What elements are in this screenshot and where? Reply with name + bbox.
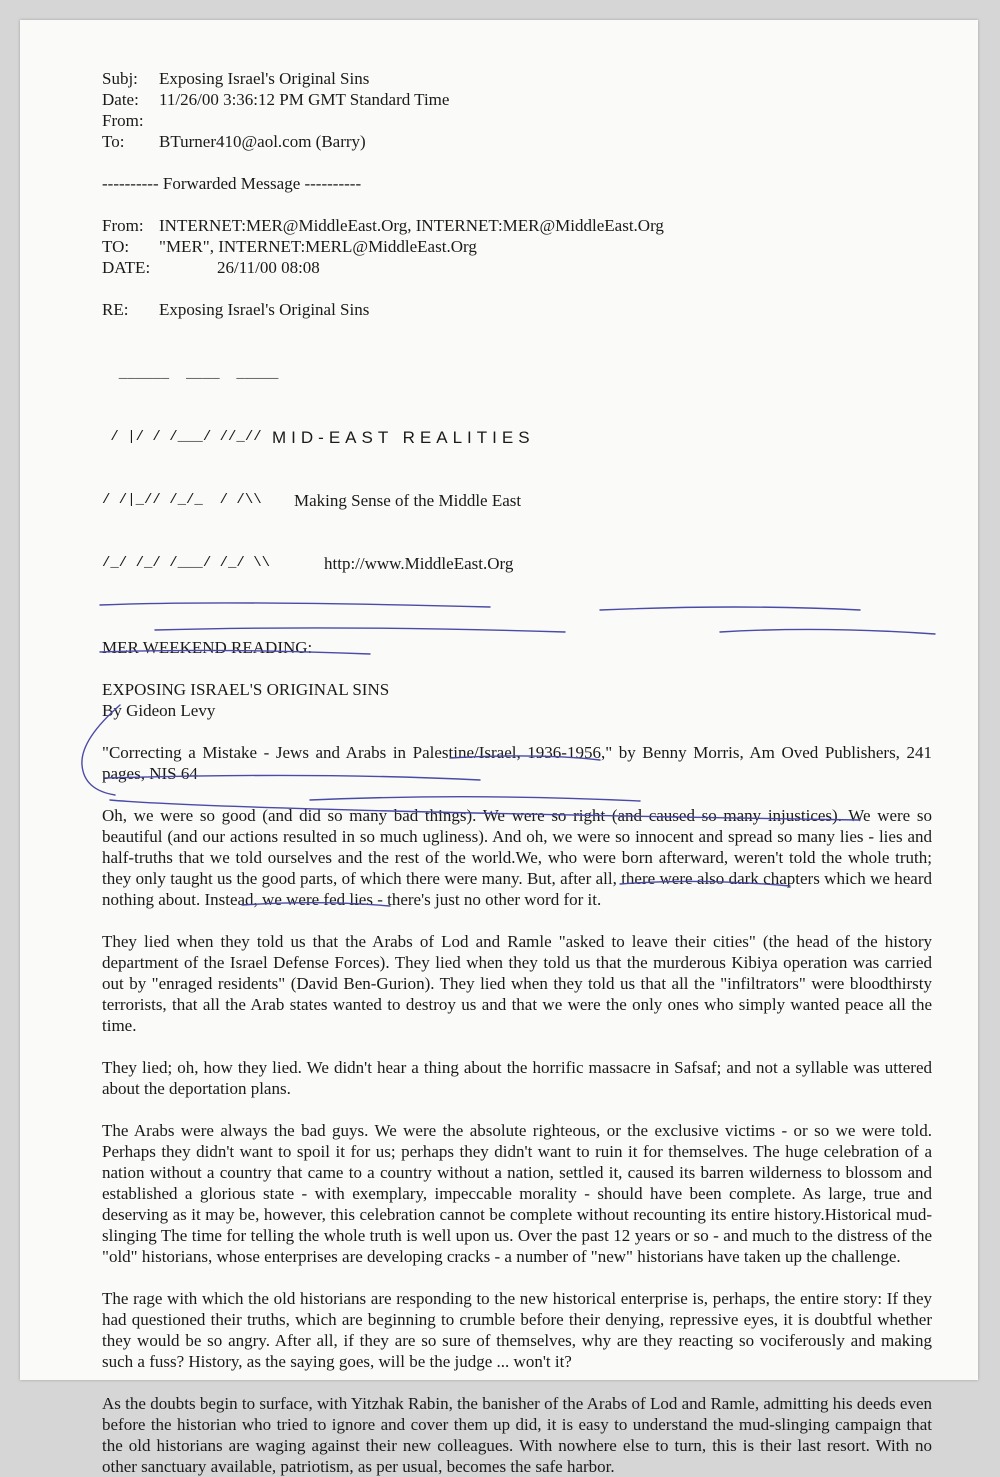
fwd-to-value: "MER", INTERNET:MERL@MiddleEast.Org	[159, 237, 477, 256]
banner-title: MID-EAST REALITIES	[272, 428, 535, 447]
fwd-date-line	[102, 257, 932, 278]
fwd-to-line	[102, 236, 932, 257]
re-label: RE:	[102, 300, 129, 319]
article-byline: By Gideon Levy	[102, 701, 216, 720]
banner-art-line-1: / |/ / /___/ //_//	[102, 429, 262, 445]
book-citation: "Correcting a Mistake - Jews and Arabs in Palestine/Israel, 1936-1956," by Benny Morris, Am Oved Publishers, 241 pages, NIS 64	[102, 743, 932, 783]
to-label: To:	[102, 132, 125, 151]
subject-value: Exposing Israel's Original Sins	[159, 69, 370, 88]
fwd-from-line	[102, 215, 932, 236]
date-value: 11/26/00 3:36:12 PM GMT Standard Time	[159, 90, 450, 109]
fwd-date-label: DATE:	[102, 258, 151, 277]
paragraph-5: The rage with which the old historians are responding to the new historical enterprise is, perhaps, the entire story: If they had questioned their truths, which are beginning to crumble before their denying, repressive eyes, it is doubtful whether they would be so angry. After all, if they are so sure of themselves, why are they reacting so vociferously and making such a fuss? History, as the saying goes, will be the judge ... won't it?	[102, 1289, 932, 1371]
banner-tagline: Making Sense of the Middle East	[294, 491, 522, 510]
date-line	[102, 89, 932, 110]
re-value: Exposing Israel's Original Sins	[159, 300, 370, 319]
re-line	[102, 299, 932, 320]
article-title: EXPOSING ISRAEL'S ORIGINAL SINS	[102, 680, 390, 699]
fwd-from-value: INTERNET:MER@MiddleEast.Org, INTERNET:MER@MiddleEast.Org	[159, 216, 664, 235]
subject-line	[102, 68, 932, 89]
banner-art-line-2: / /|_// /_/_ / /\\	[102, 492, 262, 508]
mer-banner	[102, 322, 932, 616]
fwd-from-label: From:	[102, 216, 144, 235]
from-line	[102, 110, 932, 131]
paragraph-2: They lied when they told us that the Arabs of Lod and Ramle "asked to leave their cities" (the head of the history department of the Israel Defense Forces). They lied when they told us that the murderous Kibiya operation was carried out by "enraged residents" (David Ben-Gurion). They lied when they told us that all the "infiltrators" were bloodthirsty terrorists, that all the Arab states wanted to destroy us and that we were the only ones who simply wanted peace all the time.	[102, 932, 932, 1035]
banner-url: http://www.MiddleEast.Org	[324, 554, 514, 573]
section-heading: MER WEEKEND READING:	[102, 638, 313, 657]
paragraph-1: Oh, we were so good (and did so many bad things). We were so right (and caused so many injustices). We were so beautiful (and our actions resulted in so much ugliness). And oh, we were so innocent and spread so many lies - lies and half-truths that we told ourselves and the rest of the world.We, who were born afterward, weren't told the whole truth; they only taught us the good parts, of which there were many. But, after all, there were also dark chapters which we heard nothing about. Instead, we were fed lies - there's just no other word for it.	[102, 806, 932, 909]
fwd-date-value: 26/11/00 08:08	[217, 258, 320, 277]
banner-art-line-0: ______ ____ _____	[102, 366, 279, 382]
forwarded-divider: ---------- Forwarded Message ----------	[102, 174, 362, 193]
from-label: From:	[102, 111, 144, 130]
to-value: BTurner410@aol.com (Barry)	[159, 132, 366, 151]
fwd-to-label: TO:	[102, 237, 130, 256]
paragraph-4: The Arabs were always the bad guys. We were the absolute righteous, or the exclusive victims - or so we were told. Perhaps they didn't want to spoil it for us; perhaps they didn't want to ruin it for themselves. The huge celebration of a nation without a country that came to a country without a nation, settled it, caused its barren wilderness to blossom and established a glorious state - with exemplary, impeccable morality - should have been complete. As large, true and deserving as it may be, however, this celebration cannot be complete without recounting its entire history.Historical mud-slinging The time for telling the whole truth is well upon us. Over the past 12 years or so - and much to the distress of the "old" historians, whose enterprises are developing cracks - a number of "new" historians have taken up the challenge.	[102, 1121, 932, 1266]
document-page	[20, 20, 978, 1476]
paragraph-6: As the doubts begin to surface, with Yitzhak Rabin, the banisher of the Arabs of Lod and Ramle, admitting his deeds even before the historian who tried to ignore and cover them up did, it is easy to understand the mud-slinging campaign that the old historians are waging against their new colleagues. With nowhere else to turn, this is their last resort. With no other sanctuary available, patriotism, as per usual, becomes the safe harbor.	[102, 1394, 932, 1476]
to-line	[102, 131, 932, 152]
banner-art-line-3: /_/ /_/ /___/ /_/ \\	[102, 555, 271, 571]
paragraph-3: They lied; oh, how they lied. We didn't hear a thing about the horrific massacre in Safsaf; and not a syllable was uttered about the deportation plans.	[102, 1058, 932, 1098]
email-content	[102, 68, 932, 1477]
subject-label: Subj:	[102, 69, 138, 88]
date-label: Date:	[102, 90, 139, 109]
